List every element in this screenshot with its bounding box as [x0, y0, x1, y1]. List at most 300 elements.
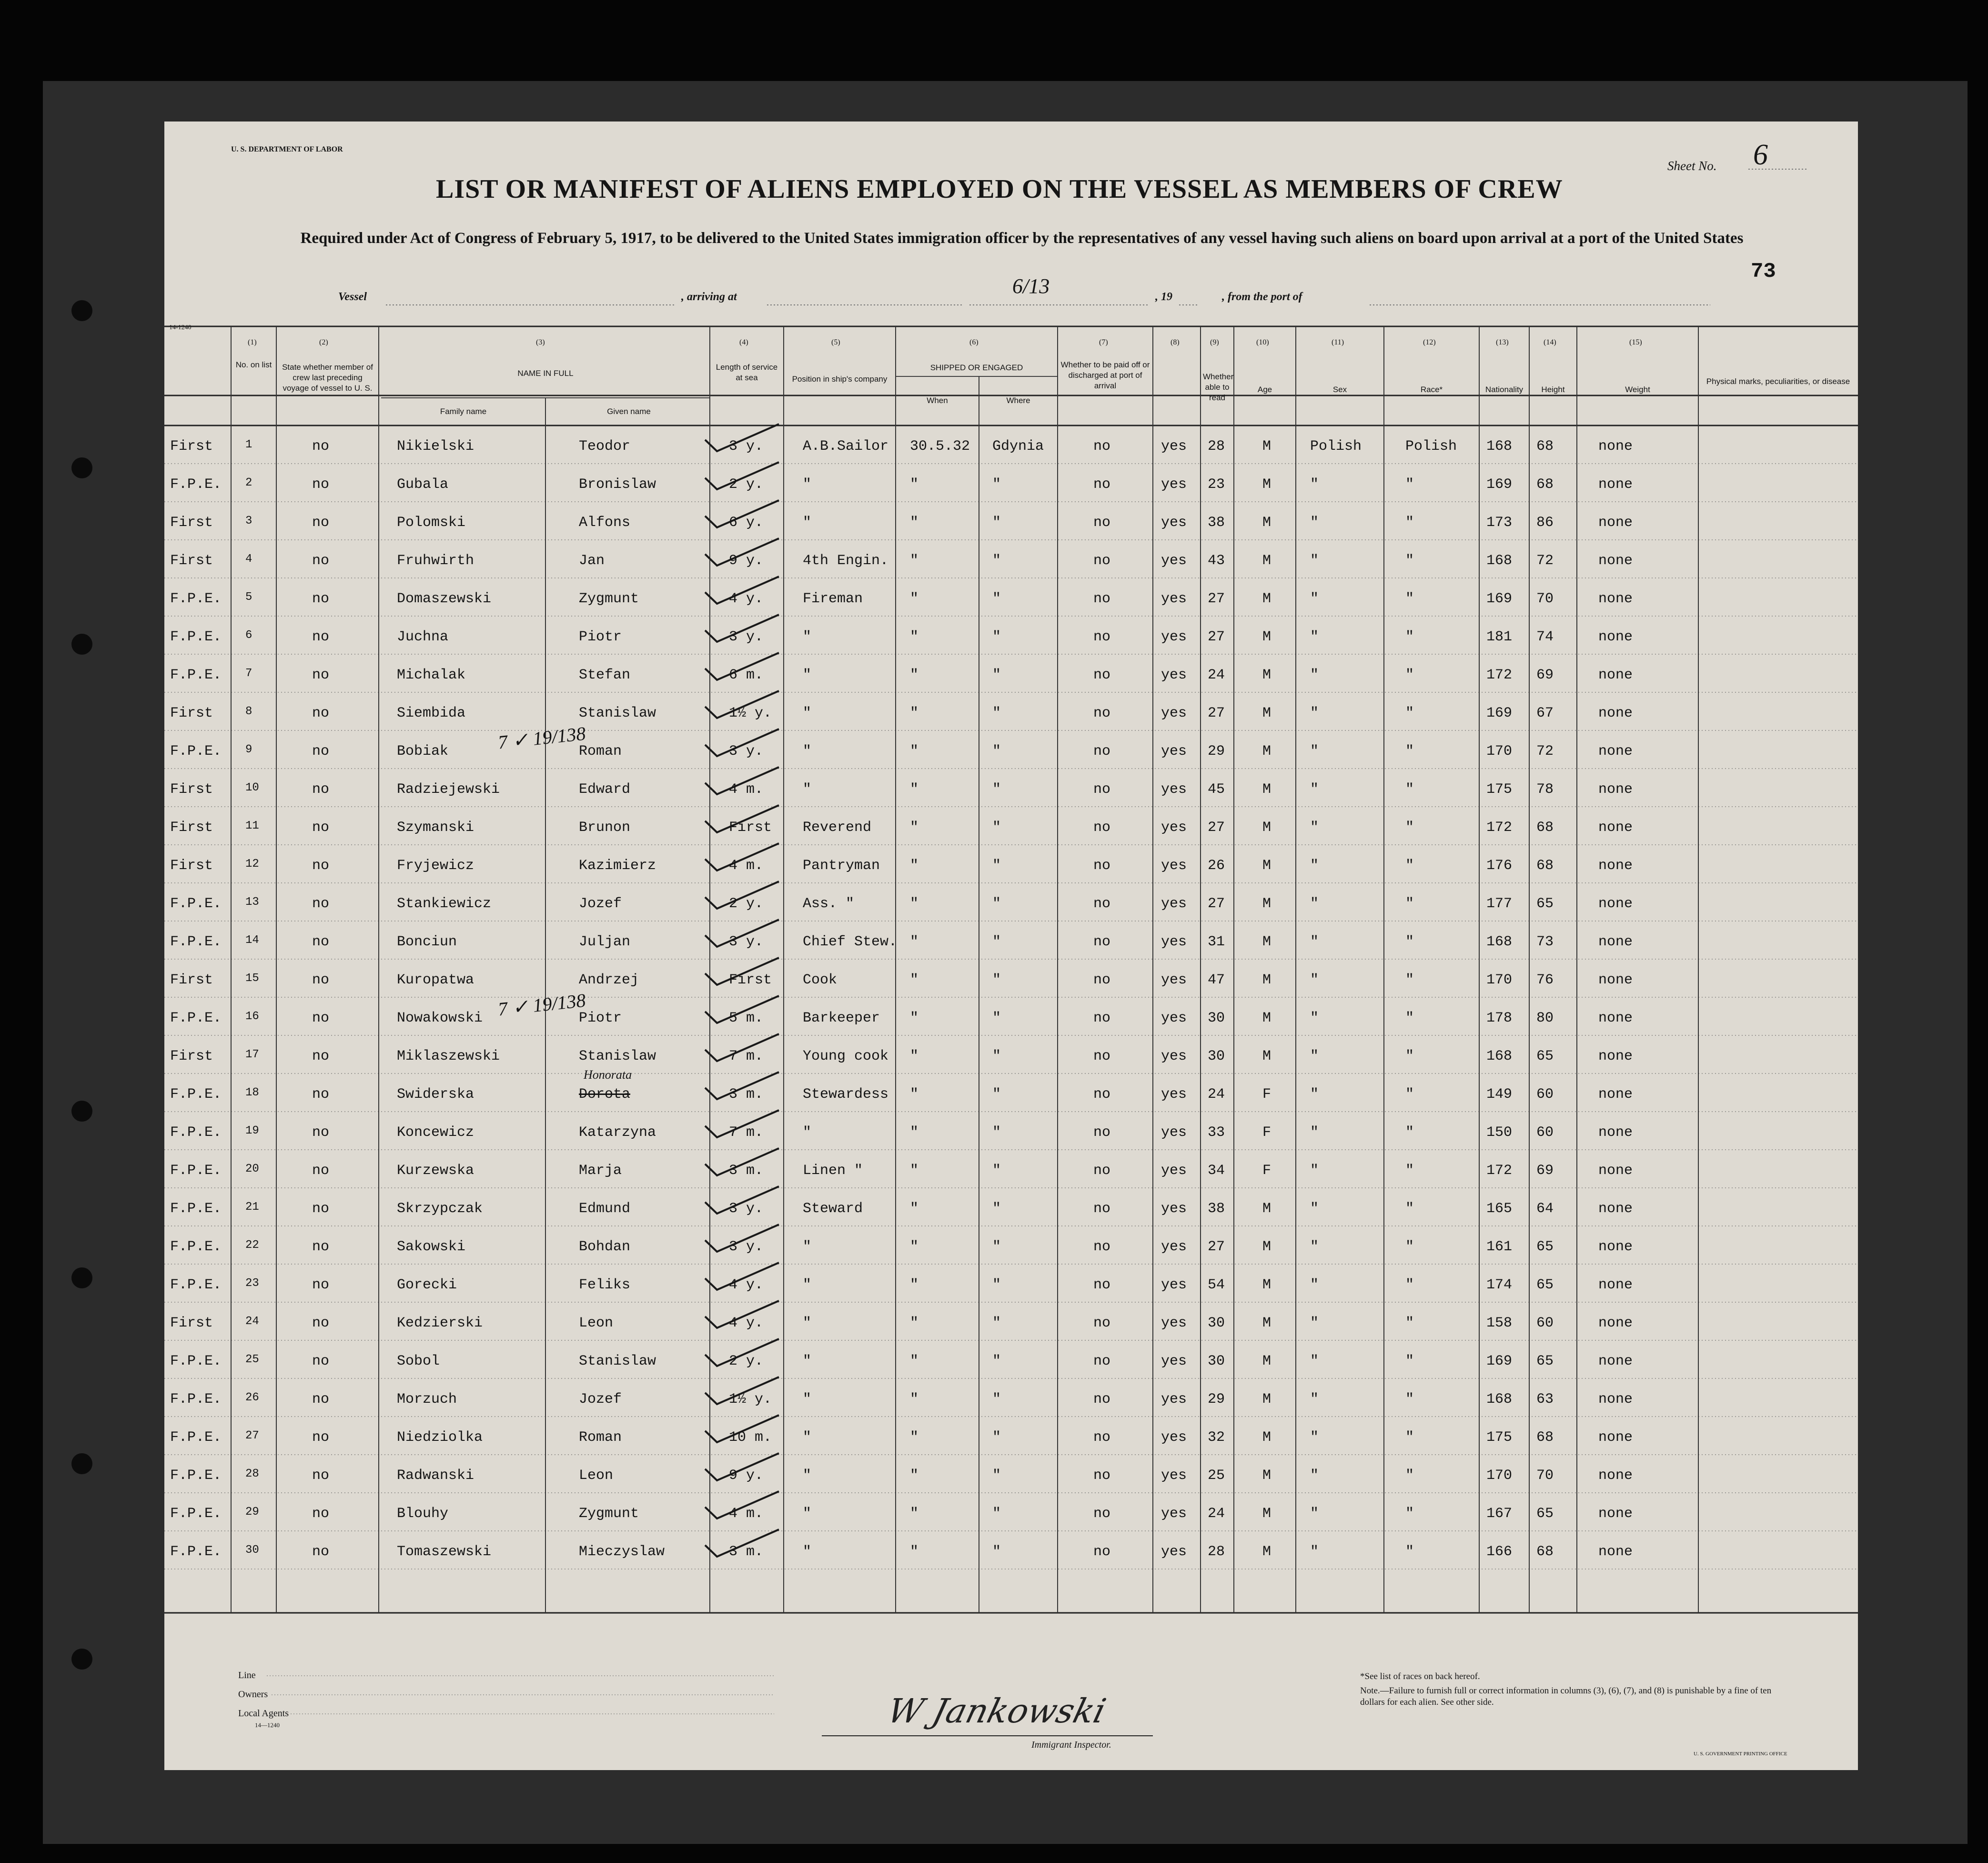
row-nationality: ": [1405, 1163, 1414, 1179]
col-num: (6): [969, 338, 979, 346]
header-no-on-list: No. on list: [235, 360, 272, 369]
arriving-label: , arriving at: [681, 291, 737, 303]
row-family-name: Blouhy: [397, 1506, 449, 1522]
footer-form-number: 14—1240: [255, 1721, 280, 1729]
row-given-name: Jan: [579, 553, 605, 569]
row-sex: M: [1262, 1201, 1272, 1217]
row-position: Linen ": [803, 1163, 863, 1179]
row-when: ": [910, 743, 919, 759]
row-where: ": [992, 705, 1001, 721]
row-last-voyage: no: [312, 438, 330, 455]
row-where: ": [992, 781, 1001, 798]
row-paid-off: no: [1093, 667, 1111, 683]
table-row: [164, 541, 1858, 579]
row-when: ": [910, 858, 919, 874]
table-row: [164, 1036, 1858, 1074]
row-physical-marks: none: [1598, 972, 1633, 988]
row-age: 45: [1208, 781, 1225, 798]
row-where: ": [992, 1353, 1001, 1369]
row-class: F.P.E.: [170, 934, 222, 950]
row-paid-off: no: [1093, 934, 1111, 950]
row-when: ": [910, 553, 919, 569]
row-number: 16: [245, 1010, 259, 1023]
row-when: ": [910, 1353, 919, 1369]
row-physical-marks: none: [1598, 629, 1633, 645]
table-row: [164, 1494, 1858, 1532]
row-number: 30: [245, 1544, 259, 1557]
row-physical-marks: none: [1598, 438, 1633, 455]
row-service-length: First: [729, 820, 772, 836]
sheet-number-label: Sheet No.: [1667, 159, 1717, 173]
row-race: ": [1310, 515, 1319, 531]
row-able-read: yes: [1161, 1315, 1187, 1331]
row-class: F.P.E.: [170, 1124, 222, 1141]
row-class: F.P.E.: [170, 1239, 222, 1255]
row-height: 169: [1486, 1353, 1513, 1369]
row-number: 26: [245, 1391, 259, 1404]
row-able-read: yes: [1161, 1277, 1187, 1293]
handwritten-annotation: 7 ✓ 19/138: [497, 989, 587, 1020]
row-when: ": [910, 1201, 919, 1217]
row-nationality: ": [1405, 1277, 1414, 1293]
row-when: ": [910, 629, 919, 645]
row-given-name: Feliks: [579, 1277, 631, 1293]
row-given-name: Marja: [579, 1163, 622, 1179]
row-nationality: ": [1405, 743, 1414, 759]
row-service-length: 6 y.: [729, 515, 764, 531]
row-given-name: Leon: [579, 1315, 614, 1331]
row-paid-off: no: [1093, 1468, 1111, 1484]
row-height: 169: [1486, 591, 1513, 607]
row-number: 17: [245, 1048, 259, 1061]
table-row: [164, 503, 1858, 541]
row-last-voyage: no: [312, 667, 330, 683]
row-class: F.P.E.: [170, 1010, 222, 1026]
row-class: First: [170, 515, 213, 531]
row-paid-off: no: [1093, 1277, 1111, 1293]
row-class: F.P.E.: [170, 1201, 222, 1217]
row-age: 28: [1208, 1544, 1225, 1560]
row-weight: 64: [1536, 1201, 1554, 1217]
row-physical-marks: none: [1598, 1124, 1633, 1141]
col-num: (8): [1171, 338, 1180, 346]
row-physical-marks: none: [1598, 591, 1633, 607]
row-family-name: Radziejewski: [397, 781, 500, 798]
row-weight: 80: [1536, 1010, 1554, 1026]
row-paid-off: no: [1093, 781, 1111, 798]
row-last-voyage: no: [312, 1239, 330, 1255]
row-where: ": [992, 896, 1001, 912]
row-last-voyage: no: [312, 1010, 330, 1026]
table-row: [164, 1303, 1858, 1341]
row-service-length: 3 y.: [729, 1201, 764, 1217]
inspector-signature: W Jankowski: [883, 1691, 1110, 1731]
row-nationality: ": [1405, 1239, 1414, 1255]
row-service-length: 10 m.: [729, 1429, 772, 1446]
row-nationality: ": [1405, 1124, 1414, 1141]
table-row: [164, 617, 1858, 655]
row-paid-off: no: [1093, 705, 1111, 721]
punch-hole: [71, 1267, 92, 1288]
row-paid-off: no: [1093, 1239, 1111, 1255]
row-weight: 60: [1536, 1315, 1554, 1331]
header-family-name: Family name: [440, 407, 487, 416]
row-where: ": [992, 1124, 1001, 1141]
row-class: F.P.E.: [170, 896, 222, 912]
row-where: ": [992, 667, 1001, 683]
row-weight: 65: [1536, 1353, 1554, 1369]
row-race: ": [1310, 1315, 1319, 1331]
row-service-length: 7 m.: [729, 1124, 764, 1141]
row-height: 170: [1486, 743, 1513, 759]
row-age: 34: [1208, 1163, 1225, 1179]
table-row: [164, 770, 1858, 808]
header-last-voyage: State whether member of crew last preceding voyage of vessel to U. S.: [282, 363, 373, 393]
row-last-voyage: no: [312, 591, 330, 607]
row-sex: M: [1262, 705, 1272, 721]
row-paid-off: no: [1093, 438, 1111, 455]
row-number: 24: [245, 1315, 259, 1328]
row-when: ": [910, 1086, 919, 1103]
row-race: ": [1310, 1048, 1319, 1064]
row-race: ": [1310, 591, 1319, 607]
row-paid-off: no: [1093, 820, 1111, 836]
row-class: F.P.E.: [170, 1353, 222, 1369]
row-when: ": [910, 1048, 919, 1064]
row-sex: M: [1262, 629, 1272, 645]
row-class: F.P.E.: [170, 1086, 222, 1103]
row-family-name: Swiderska: [397, 1086, 474, 1103]
row-able-read: yes: [1161, 705, 1187, 721]
row-service-length: 4 y.: [729, 1277, 764, 1293]
row-sex: M: [1262, 667, 1272, 683]
row-paid-off: no: [1093, 1315, 1111, 1331]
row-where: ": [992, 591, 1001, 607]
row-nationality: ": [1405, 1468, 1414, 1484]
row-service-length: 1½ y.: [729, 705, 772, 721]
row-family-name: Kedzierski: [397, 1315, 483, 1331]
row-sex: M: [1262, 1391, 1272, 1407]
row-age: 47: [1208, 972, 1225, 988]
row-service-length: 4 m.: [729, 1506, 764, 1522]
punch-hole: [71, 634, 92, 655]
row-where: ": [992, 553, 1001, 569]
row-race: Polish: [1310, 438, 1362, 455]
col-num: (14): [1544, 338, 1556, 346]
row-family-name: Domaszewski: [397, 591, 492, 607]
col-num: (4): [739, 338, 748, 346]
row-weight: 60: [1536, 1124, 1554, 1141]
row-when: ": [910, 705, 919, 721]
row-given-name: Dorota: [579, 1086, 631, 1103]
manifest-sheet: [164, 122, 1858, 1770]
col-num: (10): [1256, 338, 1269, 346]
row-given-name: Mieczyslaw: [579, 1544, 665, 1560]
row-age: 29: [1208, 1391, 1225, 1407]
row-service-length: 6 m.: [729, 667, 764, 683]
row-last-voyage: no: [312, 553, 330, 569]
row-height: 169: [1486, 705, 1513, 721]
row-position: Steward: [803, 1201, 863, 1217]
row-where: ": [992, 1468, 1001, 1484]
row-nationality: ": [1405, 629, 1414, 645]
row-where: ": [992, 1506, 1001, 1522]
row-paid-off: no: [1093, 743, 1111, 759]
row-where: ": [992, 1544, 1001, 1560]
row-height: 177: [1486, 896, 1513, 912]
row-family-name: Bonciun: [397, 934, 457, 950]
row-last-voyage: no: [312, 934, 330, 950]
table-row: [164, 1532, 1858, 1570]
port-label: , from the port of: [1222, 291, 1302, 303]
row-last-voyage: no: [312, 1163, 330, 1179]
row-weight: 72: [1536, 743, 1554, 759]
row-family-name: Siembida: [397, 705, 466, 721]
row-last-voyage: no: [312, 1048, 330, 1064]
header-nationality: Nationality: [1485, 385, 1524, 394]
header-weight: Weight: [1625, 385, 1650, 394]
row-class: F.P.E.: [170, 667, 222, 683]
row-given-name: Bohdan: [579, 1239, 631, 1255]
row-able-read: yes: [1161, 1353, 1187, 1369]
sheet-number: 6: [1753, 139, 1768, 171]
row-weight: 63: [1536, 1391, 1554, 1407]
row-class: F.P.E.: [170, 1277, 222, 1293]
table-row: [164, 1189, 1858, 1227]
penalty-note: Note.—Failure to furnish full or correct information in columns (3), (6), (7), and (8) is punishable by a fine of ten dollars for each alien. See other side.: [1360, 1686, 1772, 1707]
row-able-read: yes: [1161, 1391, 1187, 1407]
row-position: Cook: [803, 972, 838, 988]
col-num: (1): [248, 338, 257, 346]
row-given-name: Stefan: [579, 667, 631, 683]
page-subtitle: Required under Act of Congress of February 5, 1917, to be delivered to the United States immigration officer by the representatives of any vessel having such aliens on board upon arrival at a port of the United States: [300, 230, 1744, 247]
row-position: Reverend: [803, 820, 872, 836]
row-service-length: 2 y.: [729, 896, 764, 912]
row-when: ": [910, 476, 919, 493]
row-given-name: Stanislaw: [579, 1353, 656, 1369]
row-age: 27: [1208, 705, 1225, 721]
row-number: 23: [245, 1277, 259, 1290]
row-height: 150: [1486, 1124, 1513, 1141]
row-position: ": [803, 1239, 812, 1255]
row-physical-marks: none: [1598, 1277, 1633, 1293]
row-last-voyage: no: [312, 1315, 330, 1331]
row-sex: M: [1262, 553, 1272, 569]
row-sex: M: [1262, 1544, 1272, 1560]
row-family-name: Szymanski: [397, 820, 474, 836]
row-height: 169: [1486, 476, 1513, 493]
row-position: ": [803, 1353, 812, 1369]
row-position: A.B.Sailor: [803, 438, 889, 455]
row-service-length: 9 y.: [729, 553, 764, 569]
row-class: First: [170, 705, 213, 721]
row-sex: M: [1262, 743, 1272, 759]
row-physical-marks: none: [1598, 1010, 1633, 1026]
row-service-length: 3 y.: [729, 1239, 764, 1255]
printer-imprint: U. S. GOVERNMENT PRINTING OFFICE: [1694, 1751, 1787, 1757]
row-race: ": [1310, 743, 1319, 759]
row-class: F.P.E.: [170, 629, 222, 645]
row-nationality: ": [1405, 1048, 1414, 1064]
row-where: ": [992, 1086, 1001, 1103]
row-last-voyage: no: [312, 1506, 330, 1522]
row-height: 166: [1486, 1544, 1513, 1560]
row-sex: F: [1262, 1124, 1272, 1141]
row-age: 38: [1208, 1201, 1225, 1217]
row-age: 30: [1208, 1315, 1225, 1331]
row-when: ": [910, 896, 919, 912]
arrival-date-written: 6/13: [1012, 274, 1050, 298]
row-height: 165: [1486, 1201, 1513, 1217]
row-when: ": [910, 1315, 919, 1331]
row-last-voyage: no: [312, 1277, 330, 1293]
row-physical-marks: none: [1598, 515, 1633, 531]
header-shipped-engaged: SHIPPED OR ENGAGED: [930, 363, 1023, 372]
row-physical-marks: none: [1598, 705, 1633, 721]
row-race: ": [1310, 1239, 1319, 1255]
row-given-name: Edmund: [579, 1201, 631, 1217]
row-age: 31: [1208, 934, 1225, 950]
row-position: ": [803, 1429, 812, 1446]
row-paid-off: no: [1093, 629, 1111, 645]
row-physical-marks: none: [1598, 934, 1633, 950]
row-able-read: yes: [1161, 1086, 1187, 1103]
row-position: ": [803, 1315, 812, 1331]
row-able-read: yes: [1161, 553, 1187, 569]
row-class: First: [170, 1315, 213, 1331]
row-number: 28: [245, 1468, 259, 1480]
row-weight: 72: [1536, 553, 1554, 569]
row-given-name: Jozef: [579, 1391, 622, 1407]
row-age: 28: [1208, 438, 1225, 455]
row-age: 27: [1208, 820, 1225, 836]
row-age: 24: [1208, 1506, 1225, 1522]
col-num: (11): [1332, 338, 1344, 346]
row-physical-marks: none: [1598, 1468, 1633, 1484]
row-given-name: Bronislaw: [579, 476, 656, 493]
table-row: [164, 1265, 1858, 1303]
row-family-name: Fryjewicz: [397, 858, 474, 874]
row-sex: M: [1262, 1239, 1272, 1255]
row-class: F.P.E.: [170, 1506, 222, 1522]
row-paid-off: no: [1093, 1048, 1111, 1064]
row-height: 175: [1486, 1429, 1513, 1446]
row-when: ": [910, 1506, 919, 1522]
row-when: ": [910, 515, 919, 531]
row-given-name: Jozef: [579, 896, 622, 912]
row-paid-off: no: [1093, 1429, 1111, 1446]
row-race: ": [1310, 1010, 1319, 1026]
row-position: ": [803, 1544, 812, 1560]
row-sex: M: [1262, 896, 1272, 912]
row-when: ": [910, 820, 919, 836]
row-position: ": [803, 515, 812, 531]
row-race: ": [1310, 1391, 1319, 1407]
row-height: 170: [1486, 972, 1513, 988]
row-service-length: 4 y.: [729, 1315, 764, 1331]
row-class: F.P.E.: [170, 1163, 222, 1179]
row-age: 27: [1208, 896, 1225, 912]
row-last-voyage: no: [312, 1391, 330, 1407]
table-row: [164, 1113, 1858, 1151]
row-paid-off: no: [1093, 1086, 1111, 1103]
row-nationality: ": [1405, 820, 1414, 836]
col-num: (13): [1496, 338, 1509, 346]
row-service-length: 1½ y.: [729, 1391, 772, 1407]
row-weight: 78: [1536, 781, 1554, 798]
row-family-name: Nikielski: [397, 438, 474, 455]
row-weight: 76: [1536, 972, 1554, 988]
row-height: 158: [1486, 1315, 1513, 1331]
row-nationality: ": [1405, 1315, 1414, 1331]
row-given-name: Roman: [579, 1429, 622, 1446]
row-given-name: Andrzej: [579, 972, 639, 988]
row-physical-marks: none: [1598, 1048, 1633, 1064]
row-race: ": [1310, 476, 1319, 493]
row-position: ": [803, 629, 812, 645]
row-where: ": [992, 1429, 1001, 1446]
row-where: ": [992, 858, 1001, 874]
table-row: [164, 960, 1858, 998]
row-able-read: yes: [1161, 1048, 1187, 1064]
row-nationality: ": [1405, 705, 1414, 721]
row-physical-marks: none: [1598, 1544, 1633, 1560]
row-number: 12: [245, 858, 259, 871]
row-family-name: Gubala: [397, 476, 449, 493]
row-service-length: 3 y.: [729, 743, 764, 759]
row-where: ": [992, 1391, 1001, 1407]
row-position: ": [803, 1506, 812, 1522]
row-family-name: Stankiewicz: [397, 896, 492, 912]
row-height: 168: [1486, 553, 1513, 569]
row-family-name: Radwanski: [397, 1468, 474, 1484]
row-service-length: 5 m.: [729, 1010, 764, 1026]
col-num: (5): [831, 338, 840, 346]
row-given-name: Kazimierz: [579, 858, 656, 874]
row-where: ": [992, 1163, 1001, 1179]
row-nationality: ": [1405, 972, 1414, 988]
row-weight: 67: [1536, 705, 1554, 721]
row-number: 29: [245, 1506, 259, 1519]
row-family-name: Koncewicz: [397, 1124, 474, 1141]
row-able-read: yes: [1161, 1544, 1187, 1560]
row-where: ": [992, 1239, 1001, 1255]
row-able-read: yes: [1161, 1124, 1187, 1141]
row-given-name: Teodor: [579, 438, 631, 455]
row-paid-off: no: [1093, 476, 1111, 493]
row-paid-off: no: [1093, 591, 1111, 607]
row-height: 181: [1486, 629, 1513, 645]
row-service-length: 3 m.: [729, 1086, 764, 1103]
row-last-voyage: no: [312, 1124, 330, 1141]
row-nationality: ": [1405, 858, 1414, 874]
row-number: 22: [245, 1239, 259, 1252]
table-row: [164, 655, 1858, 693]
row-service-length: 3 y.: [729, 934, 764, 950]
row-nationality: ": [1405, 1506, 1414, 1522]
row-height: 168: [1486, 1391, 1513, 1407]
table-row: [164, 808, 1858, 846]
row-weight: 65: [1536, 1239, 1554, 1255]
table-row: [164, 1151, 1858, 1189]
col-num: (2): [319, 338, 328, 346]
header-physical: Physical marks, peculiarities, or disease: [1706, 377, 1850, 386]
row-sex: M: [1262, 476, 1272, 493]
row-class: F.P.E.: [170, 591, 222, 607]
row-weight: 68: [1536, 438, 1554, 455]
row-height: 175: [1486, 781, 1513, 798]
row-sex: M: [1262, 934, 1272, 950]
